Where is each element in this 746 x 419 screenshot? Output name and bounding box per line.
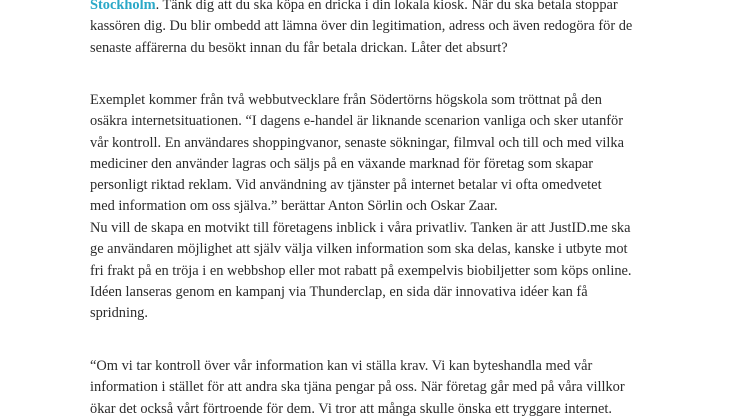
quote-paragraph — [90, 356, 690, 419]
quote-line: ökar det också vårt förtroende för dem. Vi tror att många skulle önska ett tryggare internet. — [90, 400, 612, 417]
intro-line-2: kassören dig. Du blir ombedd att lämna över din legitimation, adress och även redogöra för de — [90, 18, 633, 35]
quote-line: information i stället för att andra ska tjäna pengar på oss. När företag går med på våra villkor — [90, 379, 625, 396]
justid-line: ge användaren möjlighet att själv välja vilken information som ska delas, kanske i utbyte mot — [90, 241, 628, 258]
justid-line: Nu vill de skapa en motvikt till företagens inblick i våra privatliv. Tanken är att JustID.me ska — [90, 220, 631, 236]
quote-line: “Om vi tar kontroll över vår information kan vi ställa krav. Vi kan byteshandla med vår — [90, 358, 593, 374]
example-line: mediciner den använder lagras och säljs på en växande marknad för företag som skapar — [90, 155, 594, 172]
example-line: personligt riktad reklam. Vid användning av tjänster på internet betalar vi ofta omedvetet — [90, 177, 602, 194]
justid-line: fri frakt på en tröja i en webbshop eller mot rabatt på exempelvis biobiljetter som köps online. — [90, 262, 632, 279]
stockholm-link[interactable]: Stockholm — [90, 0, 156, 13]
example-line: vår kontroll. En användares shoppingvanor, senaste sökningar, filmval och till och med vilka — [90, 134, 624, 151]
intro-line-3: senaste affärerna du besökt innan du får betala drickan. Låter det absurt? — [90, 39, 508, 56]
justid-line: Idéen lanseras genom en kampanj via Thunderclap, en sida där innovativa idéer kan få — [90, 283, 588, 300]
example-line: osäkra internetsituationen. “I dagens e-handel är liknande scenarion vanliga och sker utanför — [90, 113, 624, 130]
justid-line: spridning. — [90, 305, 148, 322]
intro-paragraph — [90, 0, 690, 59]
intro-line-1 — [90, 0, 690, 16]
example-paragraph — [90, 90, 690, 218]
example-line: Exemplet kommer från två webbutvecklare från Södertörns högskola som tröttnat på den — [90, 92, 602, 108]
justid-paragraph — [90, 218, 690, 324]
example-line: med information om oss själva.” berättar Anton Sörlin och Oskar Zaar. — [90, 198, 498, 215]
intro-line-1-text: . Tänk dig att du ska köpa en dricka i din lokala kiosk. När du ska betala stoppar — [155, 0, 618, 13]
